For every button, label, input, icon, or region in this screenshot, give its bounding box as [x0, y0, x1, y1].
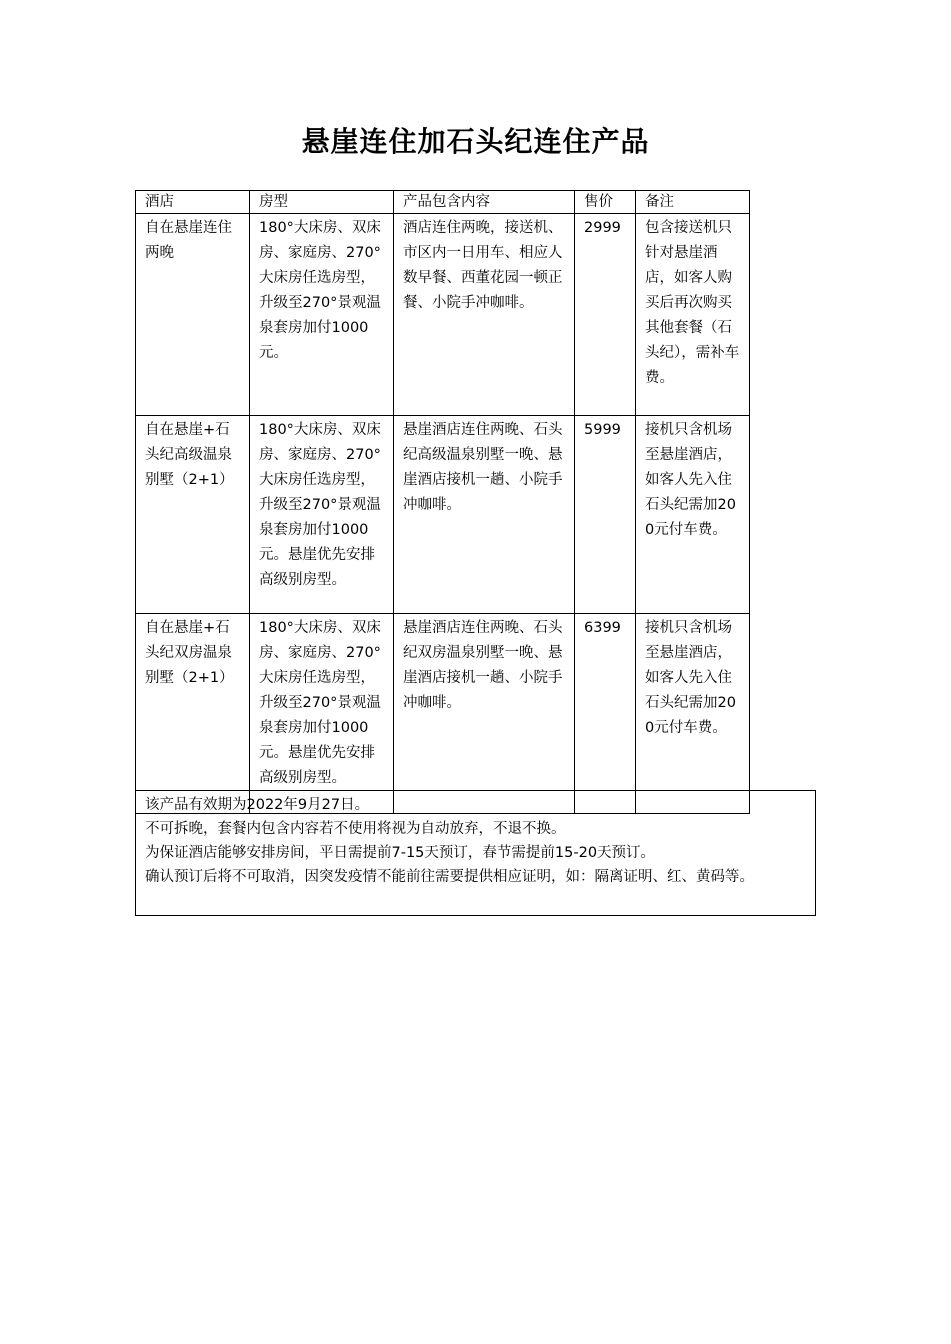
note-validity: 该产品有效期为2022年9月27日。 [145, 797, 370, 813]
cell-room-type: 180°大床房、双床房、家庭房、270°大床房任选房型，升级至270°景观温泉套房加付1000元。悬崖优先安排高级别房型。 [250, 614, 394, 814]
note-no-split: 不可拆晚，套餐内包含内容若不使用将视为自动放弃，不退不换。 [145, 821, 566, 837]
cell-remark: 接机只含机场至悬崖酒店，如客人先入住石头纪需加200元付车费。 [636, 614, 750, 814]
cell-hotel: 自在悬崖+石头纪双房温泉别墅（2+1） [136, 614, 250, 814]
header-hotel: 酒店 [136, 191, 250, 214]
table-header-row [136, 191, 750, 214]
cell-hotel: 自在悬崖+石头纪高级温泉别墅（2+1） [136, 416, 250, 614]
cell-price: 6399 [575, 614, 636, 814]
cell-remark: 接机只含机场至悬崖酒店，如客人先入住石头纪需加200元付车费。 [636, 416, 750, 614]
terms-notes [135, 790, 816, 916]
header-room-type: 房型 [250, 191, 394, 214]
cell-remark: 包含接送机只针对悬崖酒店，如客人购买后再次购买其他套餐（石头纪），需补车费。 [636, 214, 750, 416]
cell-room-type: 180°大床房、双床房、家庭房、270°大床房任选房型，升级至270°景观温泉套房加付1000元。 [250, 214, 394, 416]
table-row [136, 416, 750, 614]
table-row [136, 614, 750, 814]
cell-content: 酒店连住两晚，接送机、市区内一日用车、相应人数早餐、西董花园一顿正餐、小院手冲咖啡。 [394, 214, 575, 416]
document-title: 悬崖连住加石头纪连住产品 [301, 125, 650, 158]
table-row [136, 214, 750, 416]
cell-price: 2999 [575, 214, 636, 416]
cell-price: 5999 [575, 416, 636, 614]
cell-content: 悬崖酒店连住两晚、石头纪高级温泉别墅一晚、悬崖酒店接机一趟、小院手冲咖啡。 [394, 416, 575, 614]
cell-content: 悬崖酒店连住两晚、石头纪双房温泉别墅一晚、悬崖酒店接机一趟、小院手冲咖啡。 [394, 614, 575, 814]
header-price: 售价 [575, 191, 636, 214]
cell-room-type: 180°大床房、双床房、家庭房、270°大床房任选房型，升级至270°景观温泉套房加付1000元。悬崖优先安排高级别房型。 [250, 416, 394, 614]
cell-hotel: 自在悬崖连住两晚 [136, 214, 250, 416]
header-content: 产品包含内容 [394, 191, 575, 214]
note-cancellation: 确认预订后将不可取消，因突发疫情不能前往需要提供相应证明，如：隔离证明、红、黄码等。 [145, 869, 754, 885]
header-remark: 备注 [636, 191, 750, 214]
product-table [135, 190, 750, 814]
note-advance-booking: 为保证酒店能够安排房间，平日需提前7-15天预订，春节需提前15-20天预订。 [145, 845, 656, 861]
